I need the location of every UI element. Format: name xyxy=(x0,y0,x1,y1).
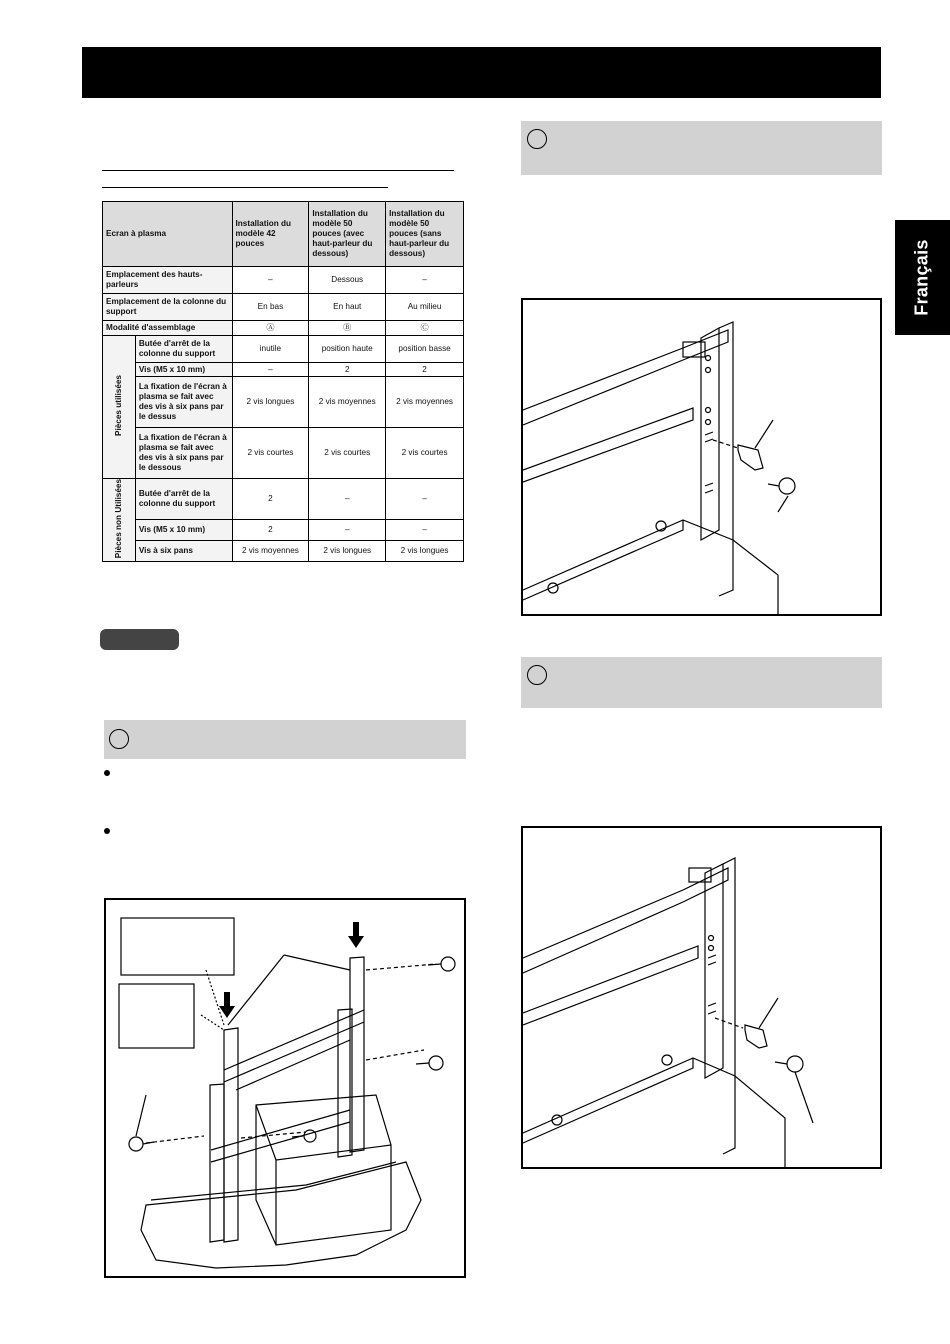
table-cell: 2 vis moyennes xyxy=(386,377,464,428)
table-cell: 2 vis longues xyxy=(309,541,386,562)
table-cell: Ⓑ xyxy=(309,321,386,336)
table-cell: – xyxy=(309,479,386,520)
table-cell: 2 vis longues xyxy=(232,377,309,428)
bullet-icon xyxy=(104,770,110,776)
row-label-mode: Modalité d'assemblage xyxy=(103,321,233,336)
header-bar xyxy=(82,47,881,98)
table-cell: En bas xyxy=(232,294,309,321)
table-cell: – xyxy=(309,519,386,540)
title-underline-2 xyxy=(102,187,388,188)
table-cell: Ⓒ xyxy=(386,321,464,336)
table-cell: position haute xyxy=(309,336,386,363)
table-cell: 2 xyxy=(386,363,464,377)
table-cell: – xyxy=(232,267,309,294)
language-tab-label: Français xyxy=(912,239,933,316)
table-cell: 2 vis courtes xyxy=(232,428,309,479)
table-cell: – xyxy=(386,519,464,540)
row-label-used-bottom-fix: La fixation de l'écran à plasma se fait avec des vis à six pans par le dessous xyxy=(135,428,232,479)
table-cell: 2 xyxy=(232,519,309,540)
table-cell: 2 xyxy=(309,363,386,377)
row-label-speakers: Emplacement des hauts-parleurs xyxy=(103,267,233,294)
figure-stand-assembly xyxy=(104,898,466,1278)
title-underline-1 xyxy=(102,170,454,171)
step-header-b xyxy=(521,121,882,175)
stopper-low-illustration xyxy=(523,828,880,1167)
table-cell: Au milieu xyxy=(386,294,464,321)
table-cell: – xyxy=(386,479,464,520)
stand-assembly-illustration xyxy=(106,900,464,1276)
table-header-col1: Installation du modèle 42 pouces xyxy=(232,202,309,267)
row-label-used-top-fix: La fixation de l'écran à plasma se fait avec des vis à six pans par le dessus xyxy=(135,377,232,428)
note-badge xyxy=(100,629,179,650)
row-label-unused-hex: Vis à six pans xyxy=(135,541,232,562)
table-cell: Ⓐ xyxy=(232,321,309,336)
table-cell: 2 vis moyennes xyxy=(309,377,386,428)
group-label-used: Pièces utilisées xyxy=(103,336,136,479)
row-label-unused-screws: Vis (M5 x 10 mm) xyxy=(135,519,232,540)
figure-stopper-low xyxy=(521,826,882,1169)
table-cell: – xyxy=(232,363,309,377)
step-header-c xyxy=(521,657,882,708)
table-cell: position basse xyxy=(386,336,464,363)
step-header-a xyxy=(104,720,466,759)
table-cell: 2 vis longues xyxy=(386,541,464,562)
table-cell: inutile xyxy=(232,336,309,363)
table-cell: Dessous xyxy=(309,267,386,294)
row-label-used-stopper: Butée d'arrêt de la colonne du support xyxy=(135,336,232,363)
bullet-icon xyxy=(104,828,110,834)
table-cell: – xyxy=(386,267,464,294)
row-label-column: Emplacement de la colonne du support xyxy=(103,294,233,321)
language-tab[interactable] xyxy=(895,220,950,335)
step-a-circle-icon xyxy=(109,729,129,749)
table-cell: En haut xyxy=(309,294,386,321)
figure-stopper-high xyxy=(521,298,882,616)
table-cell: 2 vis courtes xyxy=(386,428,464,479)
table-cell: 2 xyxy=(232,479,309,520)
step-b-circle-icon xyxy=(527,129,547,149)
row-label-used-screws: Vis (M5 x 10 mm) xyxy=(135,363,232,377)
table-header-col2: Installation du modèle 50 pouces (avec haut-parleur du dessous) xyxy=(309,202,386,267)
table-header-screen: Ecran à plasma xyxy=(103,202,233,267)
table-header-col3: Installation du modèle 50 pouces (sans haut-parleur du dessous) xyxy=(386,202,464,267)
table-cell: 2 vis moyennes xyxy=(232,541,309,562)
stopper-high-illustration xyxy=(523,300,880,614)
assembly-spec-table xyxy=(102,201,464,562)
table-cell: 2 vis courtes xyxy=(309,428,386,479)
step-c-circle-icon xyxy=(527,665,547,685)
group-label-unused: Pièces non Utilisées xyxy=(103,479,136,562)
row-label-unused-stopper: Butée d'arrêt de la colonne du support xyxy=(135,479,232,520)
